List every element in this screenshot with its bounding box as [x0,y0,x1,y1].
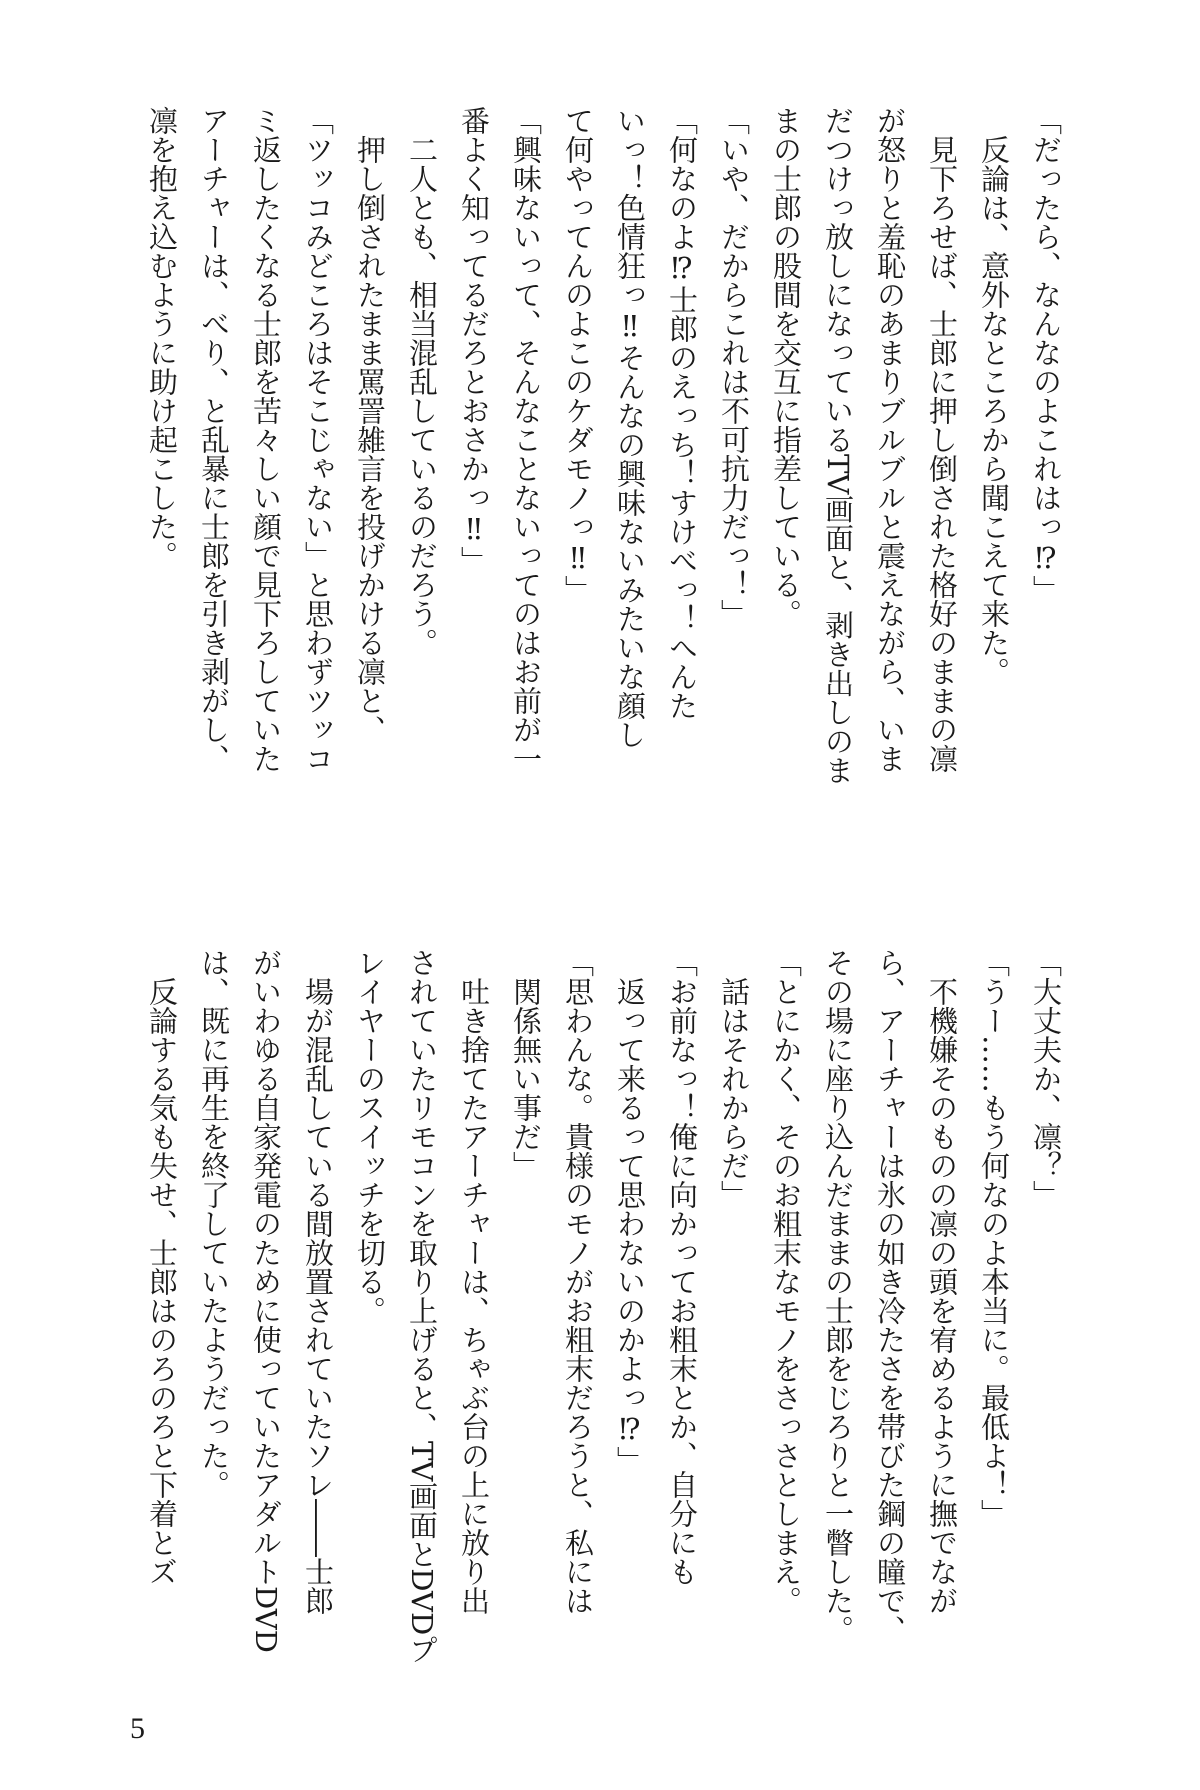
text-line: がいわゆる自家発電のために使っていたアダルトDVD [249,948,283,1653]
text-line: 場が混乱している間放置されていたソレ――士郎 [301,977,335,1615]
text-line: 反論する気も失せ、士郎はのろのろと下着とズ [145,977,179,1586]
text-line: 「だったら、なんなのよこれはっ⁉」 [1029,106,1063,604]
text-line: されていたリモコンを取り上げると、TV画面とDVDプ [405,948,439,1665]
text-line: は、既に再生を終了していたようだった。 [197,948,231,1499]
text-line: 「とにかく、そのお粗末なモノをさっさとしまえ。 [769,948,803,1615]
page-number: 5 [130,1712,145,1745]
text-line: 不機嫌そのものの凛の頭を宥めるように撫でなが [925,977,959,1615]
text-line: レイヤーのスイッチを切る。 [353,948,387,1325]
text-line: 反論は、意外なところから聞こえて来た。 [977,135,1011,686]
text-line: 返って来るって思わないのかよっ⁉」 [613,977,647,1475]
text-line: ミ返したくなる士郎を苦々しい顔で見下ろしていた [249,106,283,773]
text-line: 二人とも、相当混乱しているのだろう。 [405,135,439,657]
text-line: 番よく知ってるだろとおさかっ‼」 [457,106,491,575]
text-line: 「いや、だからこれは不可抗力だっ！」 [717,106,751,628]
text-line: 話はそれからだ」 [717,977,751,1209]
upper-text-block [136,106,1072,785]
text-line: 「何なのよ⁉士郎のえっち！すけべっ！へんた [665,106,699,720]
text-line: いっ！色情狂っ‼そんなの興味ないみたいな顔し [613,106,647,749]
text-line: 「興味ないって、そんなことないってのはお前が一 [509,106,543,773]
text-line: 見下ろせば、士郎に押し倒された格好のままの凛 [925,135,959,773]
text-line: 押し倒されたまま罵詈雑言を投げかける凛と、 [353,135,387,744]
text-line: 「お前なっ！俺に向かってお粗末とか、自分にも [665,948,699,1586]
text-line: 「うー……もう何なのよ本当に。最低よ！」 [977,948,1011,1528]
text-line: が怒りと羞恥のあまりブルブルと震えながら、いま [873,106,907,773]
lower-text-block [136,948,1072,1708]
text-line: 「ツッコみどころはそこじゃない」と思わずツッコ [301,106,335,773]
text-line: まの士郎の股間を交互に指差している。 [769,106,803,628]
text-line: ら、アーチャーは氷の如き冷たさを帯びた鋼の瞳で、 [873,948,907,1644]
text-line: その場に座り込んだままの士郎をじろりと一瞥した。 [821,948,855,1644]
text-line: 関係無い事だ」 [509,977,543,1180]
text-line: 吐き捨てたアーチャーは、ちゃぶ台の上に放り出 [457,977,491,1615]
text-line: て何やってんのよこのケダモノっ‼」 [561,106,595,604]
text-line: アーチャーは、べり、と乱暴に士郎を引き剥がし、 [197,106,231,773]
text-line: 「大丈夫か、凛？」 [1029,948,1063,1209]
text-line: 凛を抱え込むように助け起こした。 [145,106,179,570]
text-line: だつけっ放しになっているTV画面と、剥き出しのま [821,106,855,785]
text-line: 「思わんな。貴様のモノがお粗末だろうと、私には [561,948,595,1615]
